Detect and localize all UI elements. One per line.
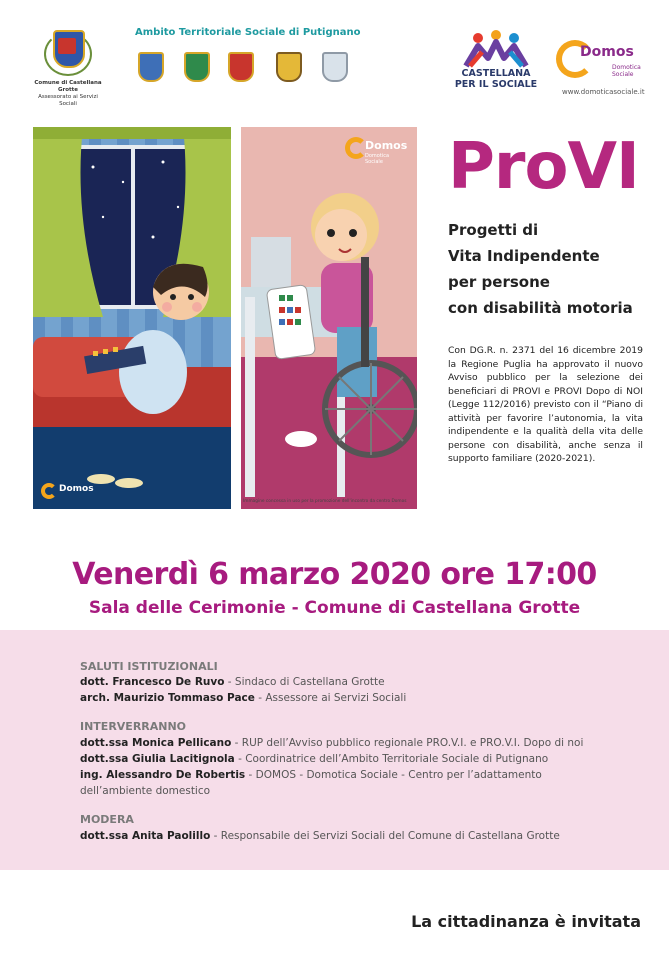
program-line: dott. Francesco De Ruvo - Sindaco di Castellana Grotte [80,676,385,688]
ambito-crests-row [128,44,350,88]
interv-heading: INTERVERRANNO [80,720,187,733]
domos-logo-word: Domos [59,484,94,494]
illustration-wheelchair [241,127,417,509]
description-paragraph: Con DG.R. n. 2371 del 16 dicembre 2019 la Regione Puglia ha approvato il nuovo Avviso pubblico per la selezione dei beneficiari di PROVI e PROVI Dopo di NOI (Legge 112/2016) previsto con il “Piano di attività per favorire l’autonomia, la vita indipendente e la qualità della vita delle persone con disabilità, anche senza il supporto familiare (2020-2021). [448,345,643,464]
event-date: Venerdì 6 marzo 2020 ore 17:00 [72,557,597,592]
ambito-title: Ambito Territoriale Sociale di Putignano [135,27,361,38]
crest-icon [184,52,210,82]
domos-ring-icon [345,137,367,159]
program-line: dott.ssa Anita Paolillo - Responsabile dei Servizi Sociali del Comune di Castellana Grotte [80,830,560,842]
domos-logo-sub: Domotica Sociale [365,153,390,165]
illustration-bedroom [33,127,231,509]
program-line: ing. Alessandro De Robertis - DOMOS - Domotica Sociale - Centro per l’adattamento [80,769,542,781]
domos-ring-icon [41,483,57,499]
domos-url: www.domoticasociale.it [562,88,645,96]
program-line-cont: dell’ambiente domestico [80,785,211,797]
program-line: dott.ssa Monica Pellicano - RUP dell’Avviso pubblico regionale PRO.V.I. e PRO.V.I. Dopo di noi [80,737,584,749]
domos-logo-word: Domos [580,44,634,60]
crest-icon [228,52,254,82]
domos-logo-word: Domos [365,139,408,152]
program-line: arch. Maurizio Tommaso Pace - Assessore ai Servizi Sociali [80,692,407,704]
saluti-heading: SALUTI ISTITUZIONALI [80,660,218,673]
domos-logo-sub: Domotica Sociale [612,64,641,78]
illustration-caption: Immagine concessa in uso per la promozione dell'incontro da centro Domos [243,499,407,504]
program-section [0,630,669,870]
castellana-sociale-text: CASTELLANA PER IL SOCIALE [454,68,538,90]
crest-icon [322,52,348,82]
main-title: ProVI [448,130,639,204]
event-place: Sala delle Cerimonie - Comune di Castellana Grotte [88,598,581,618]
crest-icon [276,52,302,82]
comune-label: Comune di Castellana Grotte Assessorato ai Servizi Sociali [34,80,102,107]
modera-heading: MODERA [80,813,134,826]
program-line: dott.ssa Giulia Lacitignola - Coordinatrice dell’Ambito Territoriale Sociale di Putignano [80,753,549,765]
invitation-text: La cittadinanza è invitata [411,912,641,931]
subtitle: Progetti di Vita Indipendente per persone con disabilità motoria [448,221,633,317]
crest-icon [138,52,164,82]
